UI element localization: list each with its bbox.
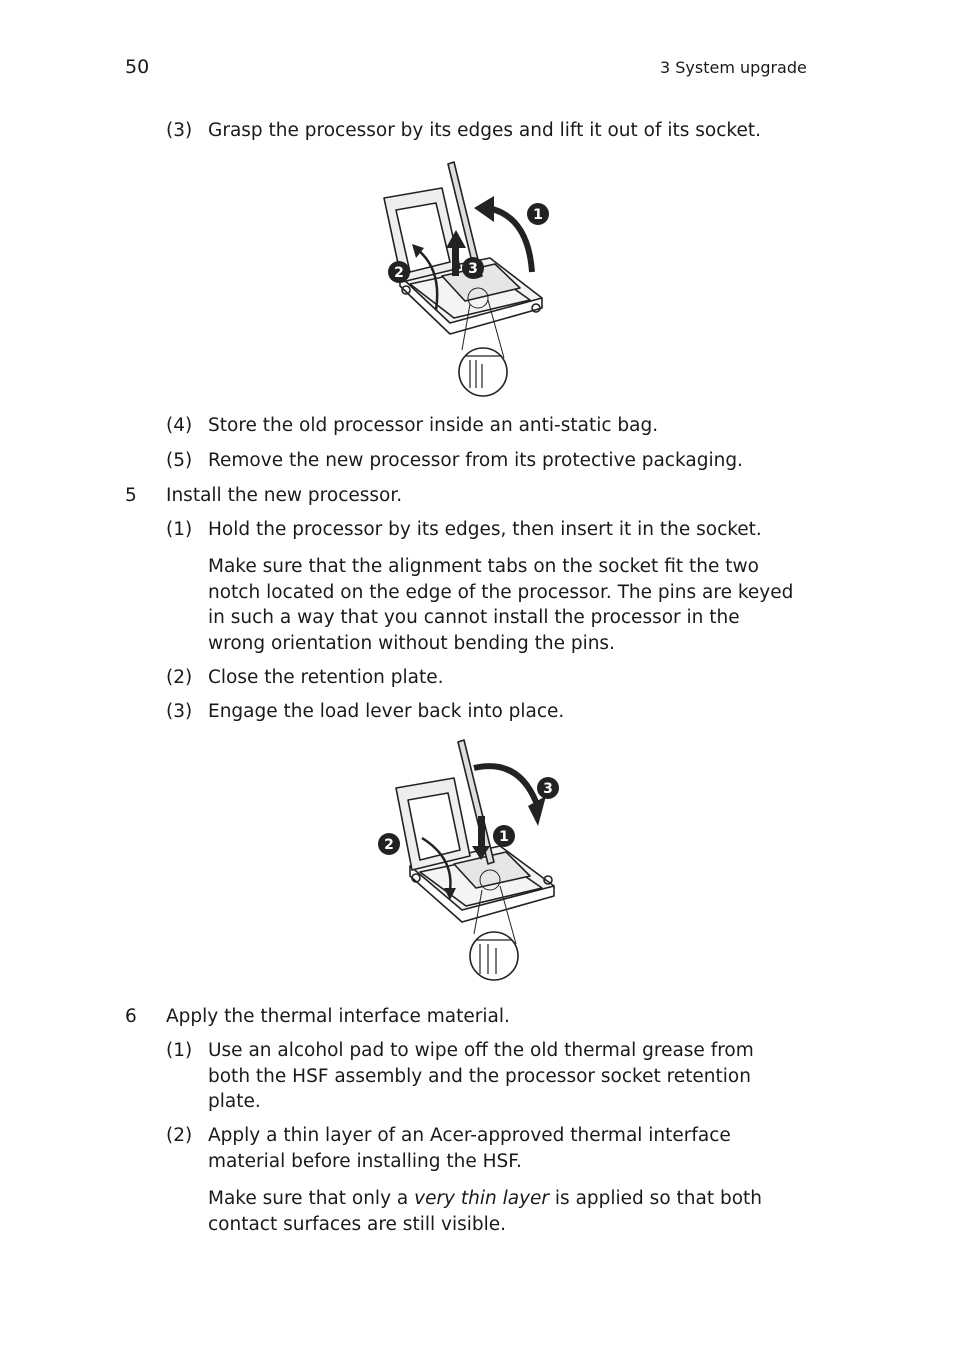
step-text: Remove the new processor from its protective packaging. bbox=[208, 450, 743, 471]
step-text bbox=[208, 1123, 731, 1174]
step-text: Engage the load lever back into place. bbox=[208, 701, 565, 722]
note-line bbox=[208, 1186, 762, 1212]
step-marker: (4) bbox=[166, 415, 193, 436]
step-text: Store the old processor inside an anti-static bag. bbox=[208, 415, 659, 436]
callout-2: 2 bbox=[394, 265, 404, 281]
note-line: in such a way that you cannot install the processor in the bbox=[208, 607, 740, 628]
processor-removal-illustration bbox=[370, 158, 560, 400]
note-line: contact surfaces are still visible. bbox=[208, 1213, 507, 1235]
step-number: 6 bbox=[125, 1006, 137, 1027]
note-paragraph bbox=[208, 554, 793, 656]
note-line: Make sure that the alignment tabs on the socket fit the two bbox=[208, 556, 759, 577]
step-line: plate. bbox=[208, 1091, 261, 1112]
step-marker: (5) bbox=[166, 450, 193, 471]
step-marker: (2) bbox=[166, 667, 193, 688]
callout-3: 3 bbox=[543, 781, 553, 797]
note-text: Make sure that only a bbox=[208, 1188, 415, 1209]
step-text: Install the new processor. bbox=[166, 485, 403, 506]
step-text: Grasp the processor by its edges and lift it out of its socket. bbox=[208, 120, 761, 141]
step-line: Use an alcohol pad to wipe off the old thermal grease from bbox=[208, 1040, 754, 1061]
step-marker: (1) bbox=[166, 519, 193, 540]
step-marker: (3) bbox=[166, 120, 193, 141]
section-header: 3 System upgrade bbox=[660, 58, 807, 77]
note-text: is applied so that both bbox=[549, 1188, 763, 1209]
step-text: Apply the thermal interface material. bbox=[166, 1006, 510, 1027]
note-line: notch located on the edge of the processor. The pins are keyed bbox=[208, 581, 794, 603]
note-emphasis: very thin layer bbox=[414, 1188, 550, 1209]
page-number: 50 bbox=[125, 56, 150, 78]
step-number: 5 bbox=[125, 485, 137, 506]
step-marker: (1) bbox=[166, 1040, 193, 1061]
processor-install-illustration bbox=[370, 738, 570, 983]
callout-1: 1 bbox=[499, 829, 509, 845]
step-marker: (2) bbox=[166, 1125, 193, 1146]
note-line: wrong orientation without bending the pins. bbox=[208, 632, 615, 654]
callout-3: 3 bbox=[468, 261, 478, 277]
callout-2: 2 bbox=[384, 837, 394, 853]
callout-1: 1 bbox=[533, 207, 543, 223]
step-line: material before installing the HSF. bbox=[208, 1150, 522, 1172]
note-paragraph bbox=[208, 1186, 762, 1237]
step-text: Hold the processor by its edges, then insert it in the socket. bbox=[208, 519, 762, 540]
step-line: Apply a thin layer of an Acer-approved thermal interface bbox=[208, 1125, 731, 1146]
step-line: both the HSF assembly and the processor socket retention bbox=[208, 1065, 751, 1087]
step-text: Close the retention plate. bbox=[208, 667, 444, 688]
step-text bbox=[208, 1038, 754, 1115]
step-marker: (3) bbox=[166, 701, 193, 722]
